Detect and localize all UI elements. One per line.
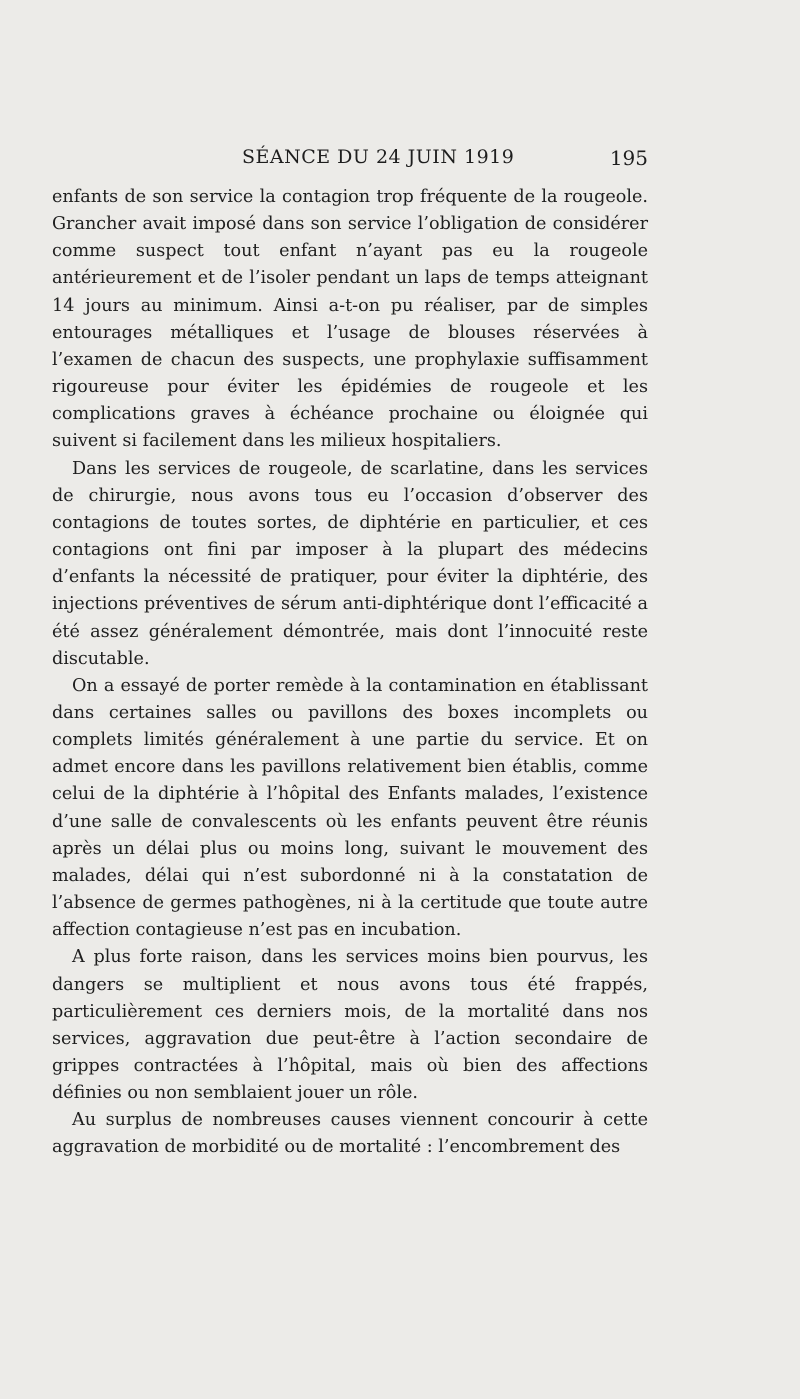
paragraph-4: A plus forte raison, dans les services moins bien pourvus, les dangers se multiplient et nous avons tous été frappés, particulièrement ces derniers mois, de la mortalité dans nos services, aggravation due peut-être à l’action secondaire de grippes contractées à l’hôpital, mais où bien des affections définies ou non semblaient jouer un rôle. xyxy=(52,947,648,1104)
paragraph-2: Dans les services de rougeole, de scarlatine, dans les services de chirurgie, nous avons tous eu l’occasion d’observer des contagions de toutes sortes, de diphtérie en particulier, et ces contagions ont fini par imposer à la plupart des médecins d’enfants la nécessité de pratiquer, pour éviter la diphtérie, des injections préventives de sérum anti-diphtérique dont l’efficacité a été assez généralement démontrée, mais dont l’innocuité reste discutable. xyxy=(52,458,648,669)
paragraph-1: enfants de son service la contagion trop fréquente de la rougeole. Grancher avait imposé dans son service l’obligation de considérer comme suspect tout enfant n’ayant pas eu la rougeole antérieurement et de l’isoler pendant un laps de temps atteignant 14 jours au minimum. Ainsi a-t-on pu réaliser, par de simples entourages métalliques et l’usage de blouses réservées à l’examen de chacun des suspects, une prophylaxie suffisamment rigoureuse pour éviter les épidémies de rougeole et les complications graves à échéance prochaine ou éloignée qui suivent si facilement dans les milieux hospitaliers. xyxy=(52,187,648,452)
paragraph-3: On a essayé de porter remède à la contamination en établissant dans certaines salles ou pavillons des boxes incomplets ou complets limités généralement à une partie du service. Et on admet encore dans les pavillons relativement bien établis, comme celui de la diphtérie à l’hôpital des Enfants malades, l’existence d’une salle de convalescents où les enfants peuvent être réunis après un délai plus ou moins long, suivant le mouvement des malades, délai qui n’est subordonné ni à la constatation de l’absence de germes pathogènes, ni à la certitude que toute autre affection contagieuse n’est pas en incubation. xyxy=(52,675,648,941)
paragraph-5: Au surplus de nombreuses causes viennent concourir à cette aggravation de morbidité ou de mortalité : l’encombrement des xyxy=(52,1110,648,1158)
running-title: SÉANCE DU 24 JUIN 1919 xyxy=(242,146,515,168)
running-head xyxy=(242,146,648,172)
page-number: 195 xyxy=(609,146,648,170)
body-text xyxy=(52,184,648,1162)
